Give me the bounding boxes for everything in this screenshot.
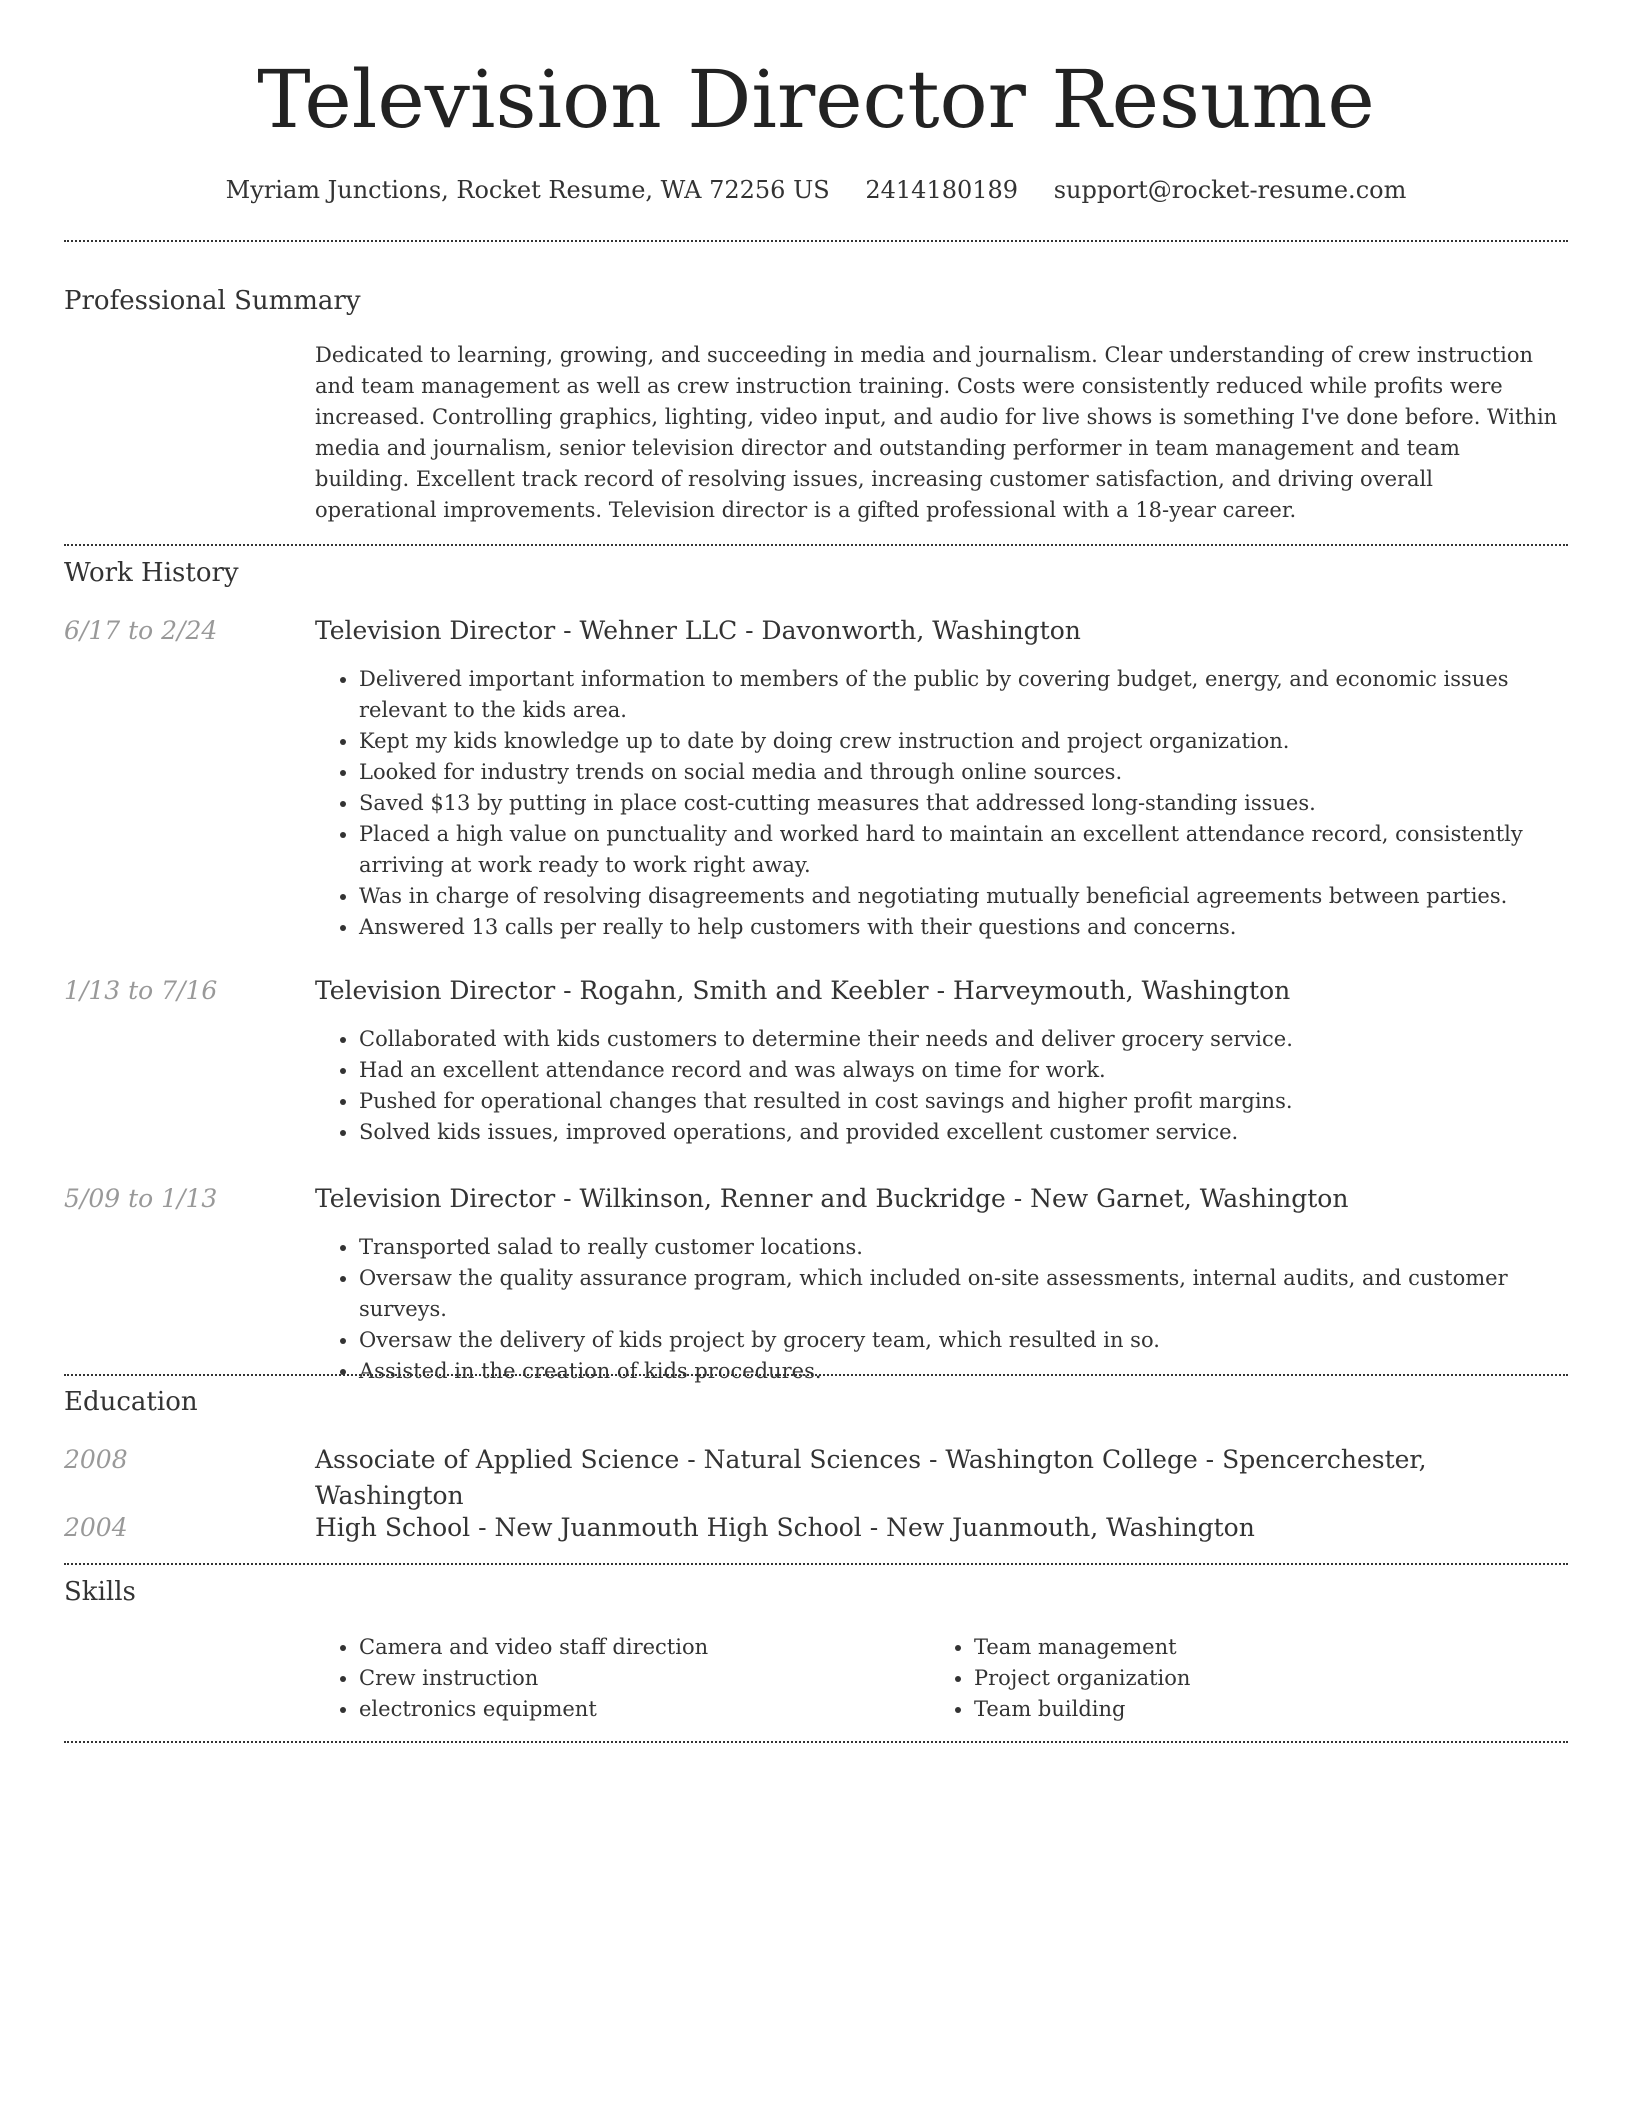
divider <box>64 1563 1568 1565</box>
work-history-heading: Work History <box>64 558 239 588</box>
list-item: • Had an excellent attendance record and was always on time for work. <box>359 1055 1570 1086</box>
divider <box>64 240 1568 242</box>
contact-phone: 2414180189 <box>865 176 1019 204</box>
education-year: 2008 <box>64 1445 128 1474</box>
summary-text: Dedicated to learning, growing, and succeeding in media and journalism. Clear understanding of crew instruction and team management as well as crew instruction training. Costs were consistently reduced while profits were increased. Controlling graphics, lighting, video input, and audio for live shows is something I've done before. Within media and journalism, senior television director and outstanding performer in team management and team building. Excellent track record of resolving issues, increasing customer satisfaction, and driving overall operational improvements. Television director is a gifted professional with a 18-year career. <box>315 343 1558 522</box>
education-entry: Associate of Applied Science - Natural Sciences - Washington College - Spencerchester, Washington <box>315 1445 1427 1510</box>
skills-heading: Skills <box>64 1577 136 1607</box>
list-item: • Kept my kids knowledge up to date by doing crew instruction and project organization. <box>359 726 1570 757</box>
job-title: Television Director - Wehner LLC - Davonworth, Washington <box>315 616 1081 645</box>
job-title: Television Director - Wilkinson, Renner and Buckridge - New Garnet, Washington <box>315 1184 1349 1213</box>
education-heading: Education <box>64 1387 198 1417</box>
list-item: • Saved $13 by putting in place cost-cutting measures that addressed long-standing issues. <box>359 788 1570 819</box>
list-item: • Delivered important information to members of the public by covering budget, energy, and economic issues relevant to the kids area. <box>359 664 1570 726</box>
list-item: • Pushed for operational changes that resulted in cost savings and higher profit margins. <box>359 1086 1570 1117</box>
list-item: • Transported salad to really customer locations. <box>359 1232 1570 1263</box>
list-item: • Answered 13 calls per really to help customers with their questions and concerns. <box>359 912 1570 943</box>
job-dates: 5/09 to 1/13 <box>64 1184 218 1213</box>
list-item: • Collaborated with kids customers to determine their needs and deliver grocery service. <box>359 1024 1570 1055</box>
list-item: • Was in charge of resolving disagreements and negotiating mutually beneficial agreements between parties. <box>359 881 1570 912</box>
job-bullets <box>315 1024 1570 1148</box>
list-item: • Assisted in the creation of kids procedures. <box>359 1356 1570 1387</box>
job-title: Television Director - Rogahn, Smith and Keebler - Harveymouth, Washington <box>315 976 1291 1005</box>
skill-item: • Team management <box>974 1632 1530 1663</box>
education-entry: High School - New Juanmouth High School - New Juanmouth, Washington <box>315 1513 1255 1542</box>
skill-item: • Crew instruction <box>359 1663 915 1694</box>
skills-list-left <box>315 1632 915 1725</box>
divider <box>64 544 1568 546</box>
list-item: • Oversaw the quality assurance program, which included on-site assessments, internal audits, and customer surveys. <box>359 1263 1570 1325</box>
job-bullets <box>315 664 1570 943</box>
job-bullets <box>315 1232 1570 1387</box>
summary-heading: Professional Summary <box>64 286 361 316</box>
list-item: • Looked for industry trends on social media and through online sources. <box>359 757 1570 788</box>
list-item: • Placed a high value on punctuality and worked hard to maintain an excellent attendance record, consistently arriving at work ready to work right away. <box>359 819 1570 881</box>
contact-address: Myriam Junctions, Rocket Resume, WA 72256 US <box>225 176 830 204</box>
job-dates: 1/13 to 7/16 <box>64 976 218 1005</box>
skill-item: • electronics equipment <box>359 1694 915 1725</box>
skill-item: • Team building <box>974 1694 1530 1725</box>
contact-line <box>0 170 1632 210</box>
contact-email: support@rocket-resume.com <box>1053 176 1407 204</box>
skills-list-right <box>930 1632 1530 1725</box>
divider <box>64 1741 1568 1743</box>
education-year: 2004 <box>64 1513 128 1542</box>
list-item: • Solved kids issues, improved operations, and provided excellent customer service. <box>359 1117 1570 1148</box>
job-dates: 6/17 to 2/24 <box>64 616 218 645</box>
skill-item: • Project organization <box>974 1663 1530 1694</box>
divider <box>64 1374 1568 1376</box>
skill-item: • Camera and video staff direction <box>359 1632 915 1663</box>
page-title: Television Director Resume <box>257 53 1375 146</box>
list-item: • Oversaw the delivery of kids project by grocery team, which resulted in so. <box>359 1325 1570 1356</box>
